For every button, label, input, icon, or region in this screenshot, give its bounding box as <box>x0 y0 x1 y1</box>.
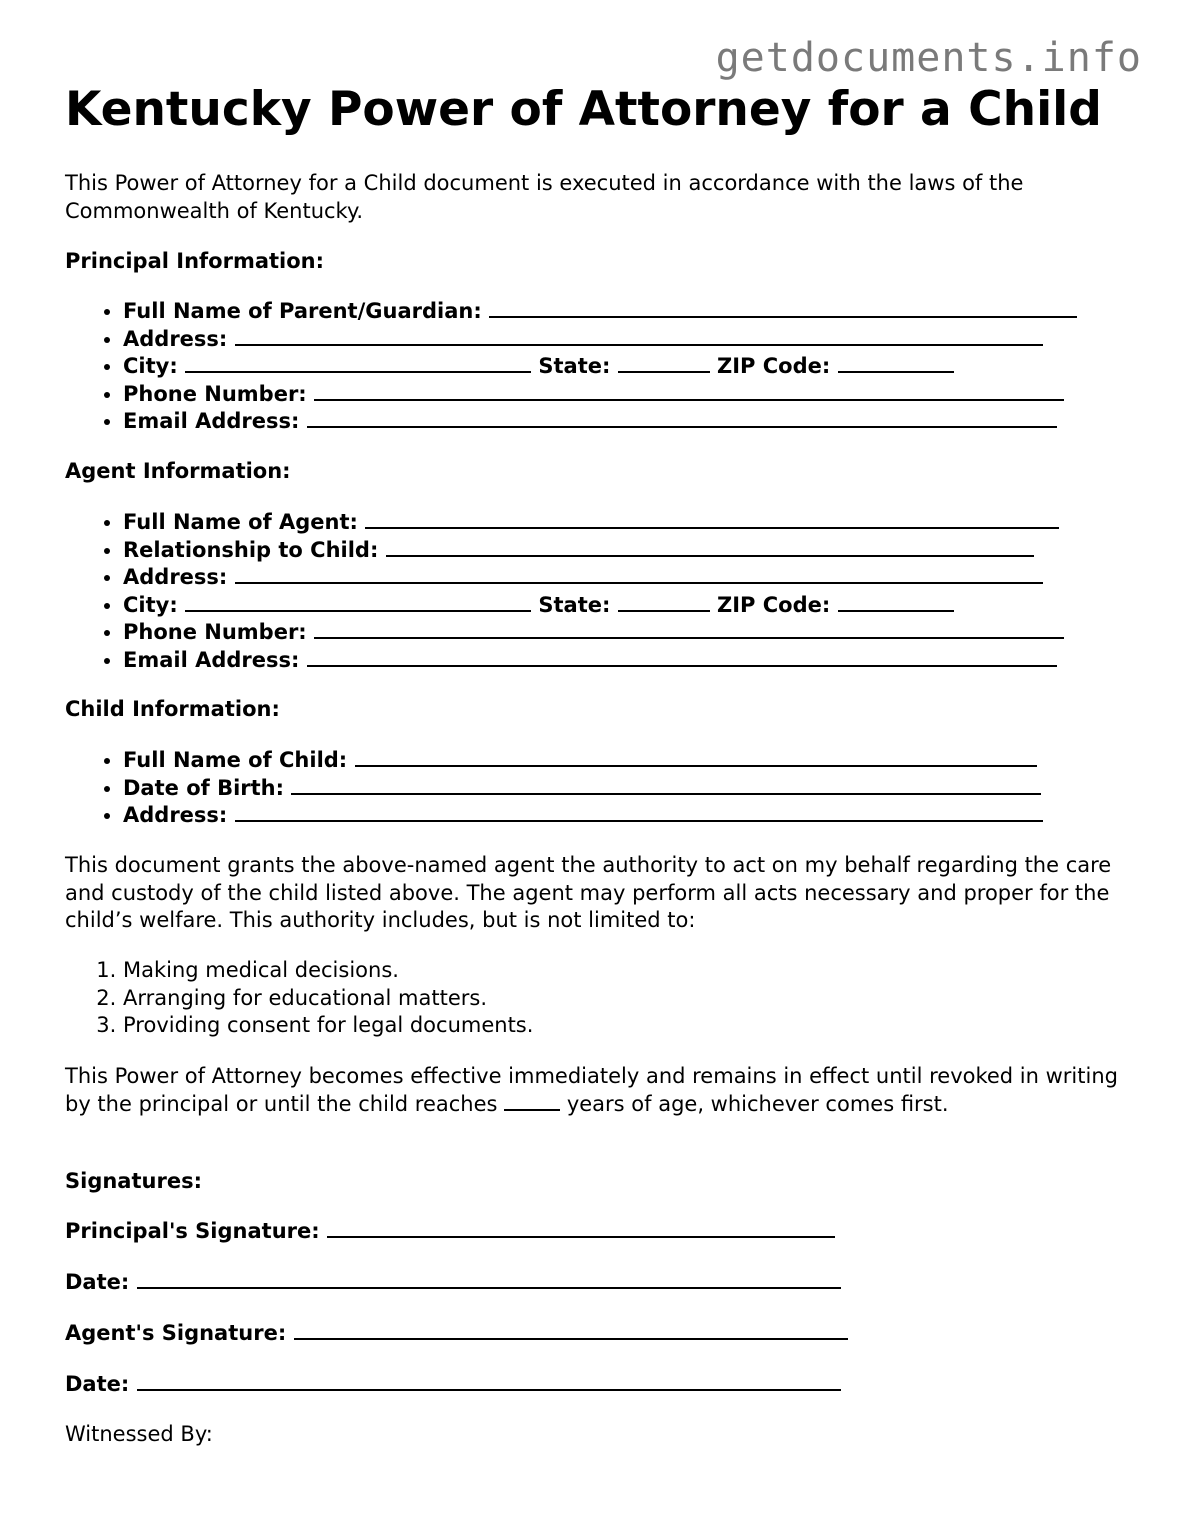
agent-address-field: • Address: <box>123 564 1125 592</box>
authority-paragraph: This document grants the above-named agent the authority to act on my behalf regarding the care and custody of the child listed above. The agent may perform all acts necessary and proper for the child’s welfare. This authority includes, but is not limited to: <box>65 853 1112 932</box>
agent-city-state-zip-field: • City: State: ZIP Code: <box>123 592 1125 620</box>
agent-fields <box>65 509 1125 674</box>
agent-relationship-field: • Relationship to Child: <box>123 537 1125 565</box>
authority-item: 2. Arranging for educational matters. <box>123 985 1125 1013</box>
principal-full-name-blank[interactable] <box>489 315 1077 318</box>
child-full-name-field: • Full Name of Child: <box>123 747 1125 775</box>
signatures-heading: Signatures: <box>65 1169 202 1193</box>
watermark: getdocuments.info <box>715 35 1142 81</box>
child-dob-field: • Date of Birth: <box>123 775 1125 803</box>
principal-fields <box>65 298 1125 436</box>
principal-city-state-zip-field: • City: State: ZIP Code: <box>123 353 1125 381</box>
child-address-blank[interactable] <box>235 819 1043 822</box>
principal-zip-blank[interactable] <box>838 370 954 373</box>
child-full-name-blank[interactable] <box>355 764 1037 767</box>
principal-signature-line: Principal's Signature: <box>65 1218 1125 1246</box>
authority-item: 1. Making medical decisions. <box>123 957 1125 985</box>
principal-full-name-field: • Full Name of Parent/Guardian: <box>123 298 1125 326</box>
child-fields <box>65 747 1125 830</box>
principal-date-line: Date: <box>65 1269 1125 1297</box>
agent-signature-blank[interactable] <box>294 1337 848 1340</box>
principal-state-blank[interactable] <box>618 370 710 373</box>
principal-section <box>65 248 1125 276</box>
agent-email-field: • Email Address: <box>123 647 1125 675</box>
effective-paragraph: This Power of Attorney becomes effective immediately and remains in effect until revoked in writing by the principal or until the child reaches years of age, whichever comes first. <box>65 1064 1118 1116</box>
principal-email-field: • Email Address: <box>123 408 1125 436</box>
agent-state-blank[interactable] <box>618 609 710 612</box>
authority-item: 3. Providing consent for legal documents. <box>123 1012 1125 1040</box>
principal-address-field: • Address: <box>123 326 1125 354</box>
agent-address-blank[interactable] <box>235 581 1043 584</box>
principal-email-blank[interactable] <box>307 425 1057 428</box>
child-section <box>65 696 1125 724</box>
agent-section <box>65 458 1125 486</box>
principal-phone-field: • Phone Number: <box>123 381 1125 409</box>
witness-line: Witnessed By: <box>65 1422 213 1446</box>
agent-full-name-field: • Full Name of Agent: <box>123 509 1125 537</box>
agent-date-blank[interactable] <box>137 1388 841 1391</box>
intro-paragraph: This Power of Attorney for a Child document is executed in accordance with the laws of the Commonwealth of Kentucky. <box>65 171 1024 223</box>
agent-heading: Agent Information: <box>65 459 291 483</box>
principal-address-blank[interactable] <box>235 343 1043 346</box>
authority-list <box>65 957 1125 1040</box>
principal-city-blank[interactable] <box>185 370 531 373</box>
agent-phone-field: • Phone Number: <box>123 619 1125 647</box>
agent-zip-blank[interactable] <box>838 609 954 612</box>
agent-date-line: Date: <box>65 1371 1125 1399</box>
child-address-field: • Address: <box>123 802 1125 830</box>
agent-relationship-blank[interactable] <box>386 554 1034 557</box>
child-heading: Child Information: <box>65 697 280 721</box>
agent-phone-blank[interactable] <box>314 636 1064 639</box>
principal-date-blank[interactable] <box>137 1286 841 1289</box>
age-blank[interactable] <box>504 1108 560 1111</box>
agent-email-blank[interactable] <box>307 664 1057 667</box>
principal-phone-blank[interactable] <box>314 398 1064 401</box>
agent-signature-line: Agent's Signature: <box>65 1320 1125 1348</box>
document-title: Kentucky Power of Attorney for a Child <box>65 82 1102 137</box>
agent-city-blank[interactable] <box>185 609 531 612</box>
principal-heading: Principal Information: <box>65 249 325 273</box>
principal-signature-blank[interactable] <box>327 1235 835 1238</box>
agent-full-name-blank[interactable] <box>365 526 1059 529</box>
child-dob-blank[interactable] <box>291 792 1041 795</box>
signatures-section <box>65 1168 1125 1196</box>
